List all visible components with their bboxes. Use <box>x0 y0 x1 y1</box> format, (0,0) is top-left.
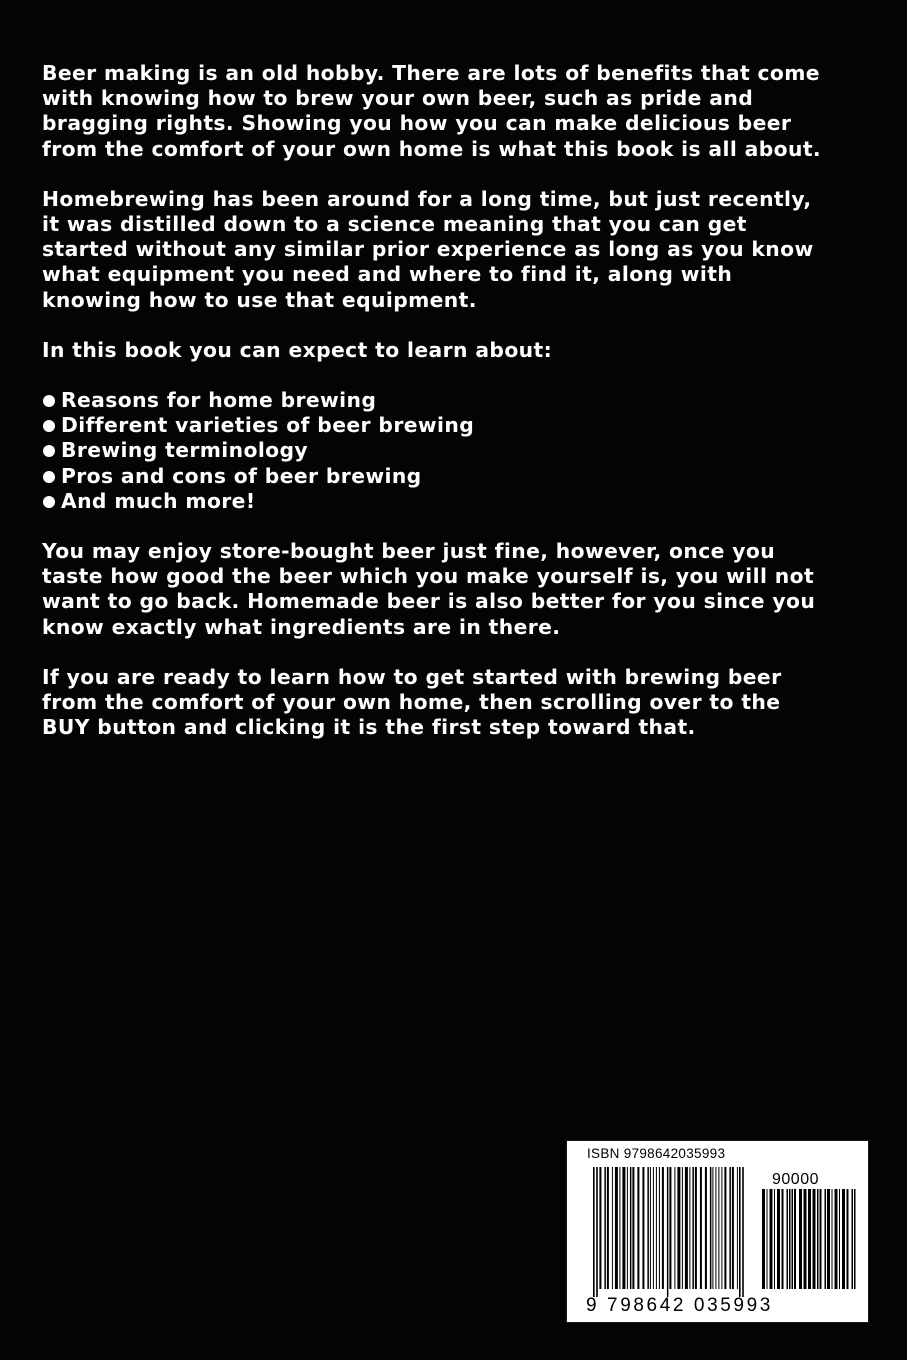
list-item: Reasons for home brewing <box>42 388 882 413</box>
price-code: 90000 <box>772 1171 819 1188</box>
store-bought-paragraph: You may enjoy store-bought beer just fine, however, once you taste how good the beer which you make yourself is, you will not want to go back. Homemade beer is also better for you since you know exactly what ingredients are in there. <box>42 539 816 639</box>
topic-list <box>42 388 882 514</box>
learn-intro-paragraph: In this book you can expect to learn about: <box>42 337 553 362</box>
isbn-digits: 9 798642 035993 <box>586 1295 773 1316</box>
history-paragraph: Homebrewing has been around for a long time, but just recently, it was distilled down to a science meaning that you can get started without any similar prior experience as long as you know what equipment you need and where to find it, along with knowing how to use that equipment. <box>42 186 814 312</box>
isbn-barcode <box>566 1140 869 1323</box>
list-item: Pros and cons of beer brewing <box>42 464 882 489</box>
list-item: And much more! <box>42 489 882 514</box>
blurb-text <box>42 61 882 765</box>
isbn-label: ISBN 9798642035993 <box>587 1146 726 1161</box>
intro-paragraph: Beer making is an old hobby. There are lots of benefits that come with knowing how to brew your own beer, such as pride and bragging rights. Showing you how you can make delicious beer from the comfort of your own home is what this book is all about. <box>42 61 822 161</box>
list-item: Different varieties of beer brewing <box>42 413 882 438</box>
call-to-action-paragraph: If you are ready to learn how to get started with brewing beer from the comfort of your own home, then scrolling over to the BUY button and clicking it is the first step toward that. <box>42 664 782 740</box>
list-item: Brewing terminology <box>42 438 882 463</box>
